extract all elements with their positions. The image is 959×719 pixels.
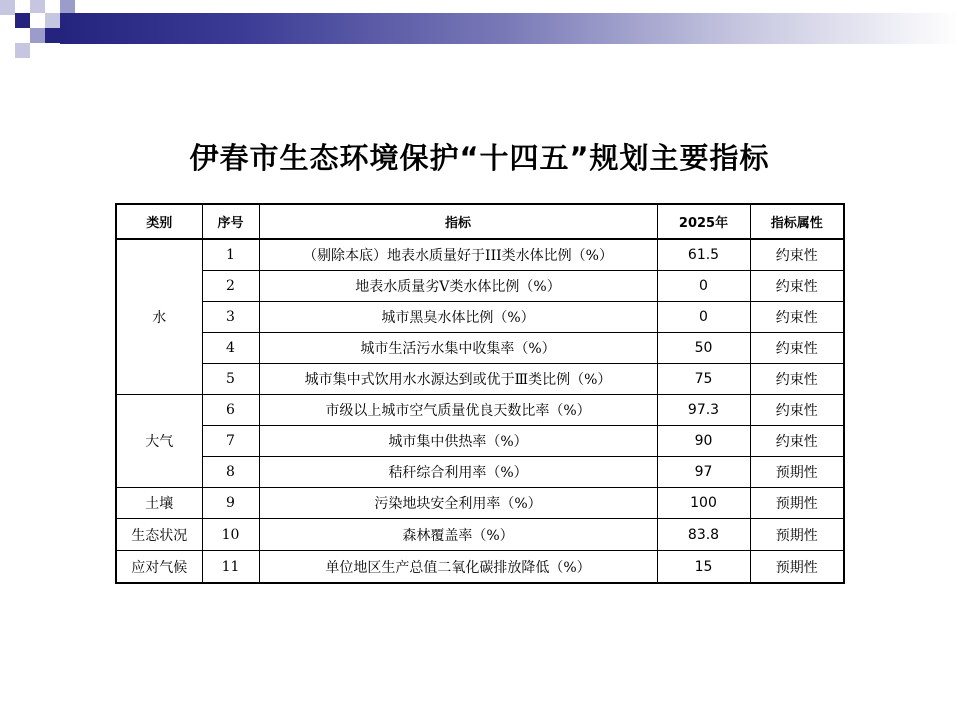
attribute-cell: 预期性	[750, 457, 844, 488]
indicator-cell: 单位地区生产总值二氧化碳排放降低（%）	[259, 551, 657, 584]
table-row	[116, 333, 844, 364]
indicator-cell: 城市黑臭水体比例（%）	[259, 302, 657, 333]
indicator-cell: 污染地块安全利用率（%）	[259, 488, 657, 519]
header-seq: 序号	[202, 204, 259, 239]
attribute-cell: 约束性	[750, 426, 844, 457]
header-attribute: 指标属性	[750, 204, 844, 239]
header-indicator: 指标	[259, 204, 657, 239]
header-year: 2025年	[657, 204, 750, 239]
indicator-cell: 城市集中供热率（%）	[259, 426, 657, 457]
decor-square	[60, 0, 75, 13]
table-header-row	[116, 204, 844, 239]
value-cell: 97	[657, 457, 750, 488]
decor-square	[45, 13, 60, 28]
attribute-cell: 预期性	[750, 519, 844, 551]
value-cell: 100	[657, 488, 750, 519]
table-row	[116, 457, 844, 488]
value-cell: 0	[657, 302, 750, 333]
category-cell: 大气	[116, 395, 202, 488]
table-row	[116, 519, 844, 551]
header-category: 类别	[116, 204, 202, 239]
decor-square	[45, 28, 60, 43]
seq-cell: 9	[202, 488, 259, 519]
attribute-cell: 预期性	[750, 488, 844, 519]
seq-cell: 3	[202, 302, 259, 333]
indicator-cell: 市级以上城市空气质量优良天数比率（%）	[259, 395, 657, 426]
seq-cell: 11	[202, 551, 259, 584]
value-cell: 97.3	[657, 395, 750, 426]
attribute-cell: 约束性	[750, 239, 844, 271]
seq-cell: 5	[202, 364, 259, 395]
indicator-cell: 地表水质量劣V类水体比例（%）	[259, 271, 657, 302]
seq-cell: 8	[202, 457, 259, 488]
value-cell: 50	[657, 333, 750, 364]
category-cell: 应对气候	[116, 551, 202, 584]
seq-cell: 1	[202, 239, 259, 271]
table-row	[116, 239, 844, 271]
attribute-cell: 约束性	[750, 271, 844, 302]
seq-cell: 7	[202, 426, 259, 457]
table-row	[116, 426, 844, 457]
category-cell: 土壤	[116, 488, 202, 519]
attribute-cell: 约束性	[750, 302, 844, 333]
decor-square	[15, 13, 30, 28]
seq-cell: 10	[202, 519, 259, 551]
attribute-cell: 约束性	[750, 333, 844, 364]
attribute-cell: 约束性	[750, 395, 844, 426]
table-row	[116, 364, 844, 395]
indicator-table	[115, 203, 845, 584]
indicator-cell: 森林覆盖率（%）	[259, 519, 657, 551]
table-row	[116, 271, 844, 302]
decor-square	[30, 28, 45, 43]
value-cell: 83.8	[657, 519, 750, 551]
page-title: 伊春市生态环境保护“十四五”规划主要指标	[189, 141, 770, 175]
decor-square	[15, 43, 30, 58]
category-cell: 水	[116, 239, 202, 395]
seq-cell: 2	[202, 271, 259, 302]
indicator-cell: 城市生活污水集中收集率（%）	[259, 333, 657, 364]
value-cell: 90	[657, 426, 750, 457]
indicator-cell: 秸秆综合利用率（%）	[259, 457, 657, 488]
table-row	[116, 395, 844, 426]
category-cell: 生态状况	[116, 519, 202, 551]
header-gradient-bar	[60, 13, 959, 44]
indicator-cell: 城市集中式饮用水水源达到或优于Ⅲ类比例（%）	[259, 364, 657, 395]
attribute-cell: 预期性	[750, 551, 844, 584]
value-cell: 15	[657, 551, 750, 584]
decor-square	[30, 0, 45, 13]
value-cell: 61.5	[657, 239, 750, 271]
indicator-cell: （剔除本底）地表水质量好于III类水体比例（%）	[259, 239, 657, 271]
attribute-cell: 约束性	[750, 364, 844, 395]
value-cell: 0	[657, 271, 750, 302]
seq-cell: 6	[202, 395, 259, 426]
table-row	[116, 302, 844, 333]
table-row	[116, 551, 844, 584]
value-cell: 75	[657, 364, 750, 395]
decor-square	[0, 0, 15, 15]
table-row	[116, 488, 844, 519]
seq-cell: 4	[202, 333, 259, 364]
